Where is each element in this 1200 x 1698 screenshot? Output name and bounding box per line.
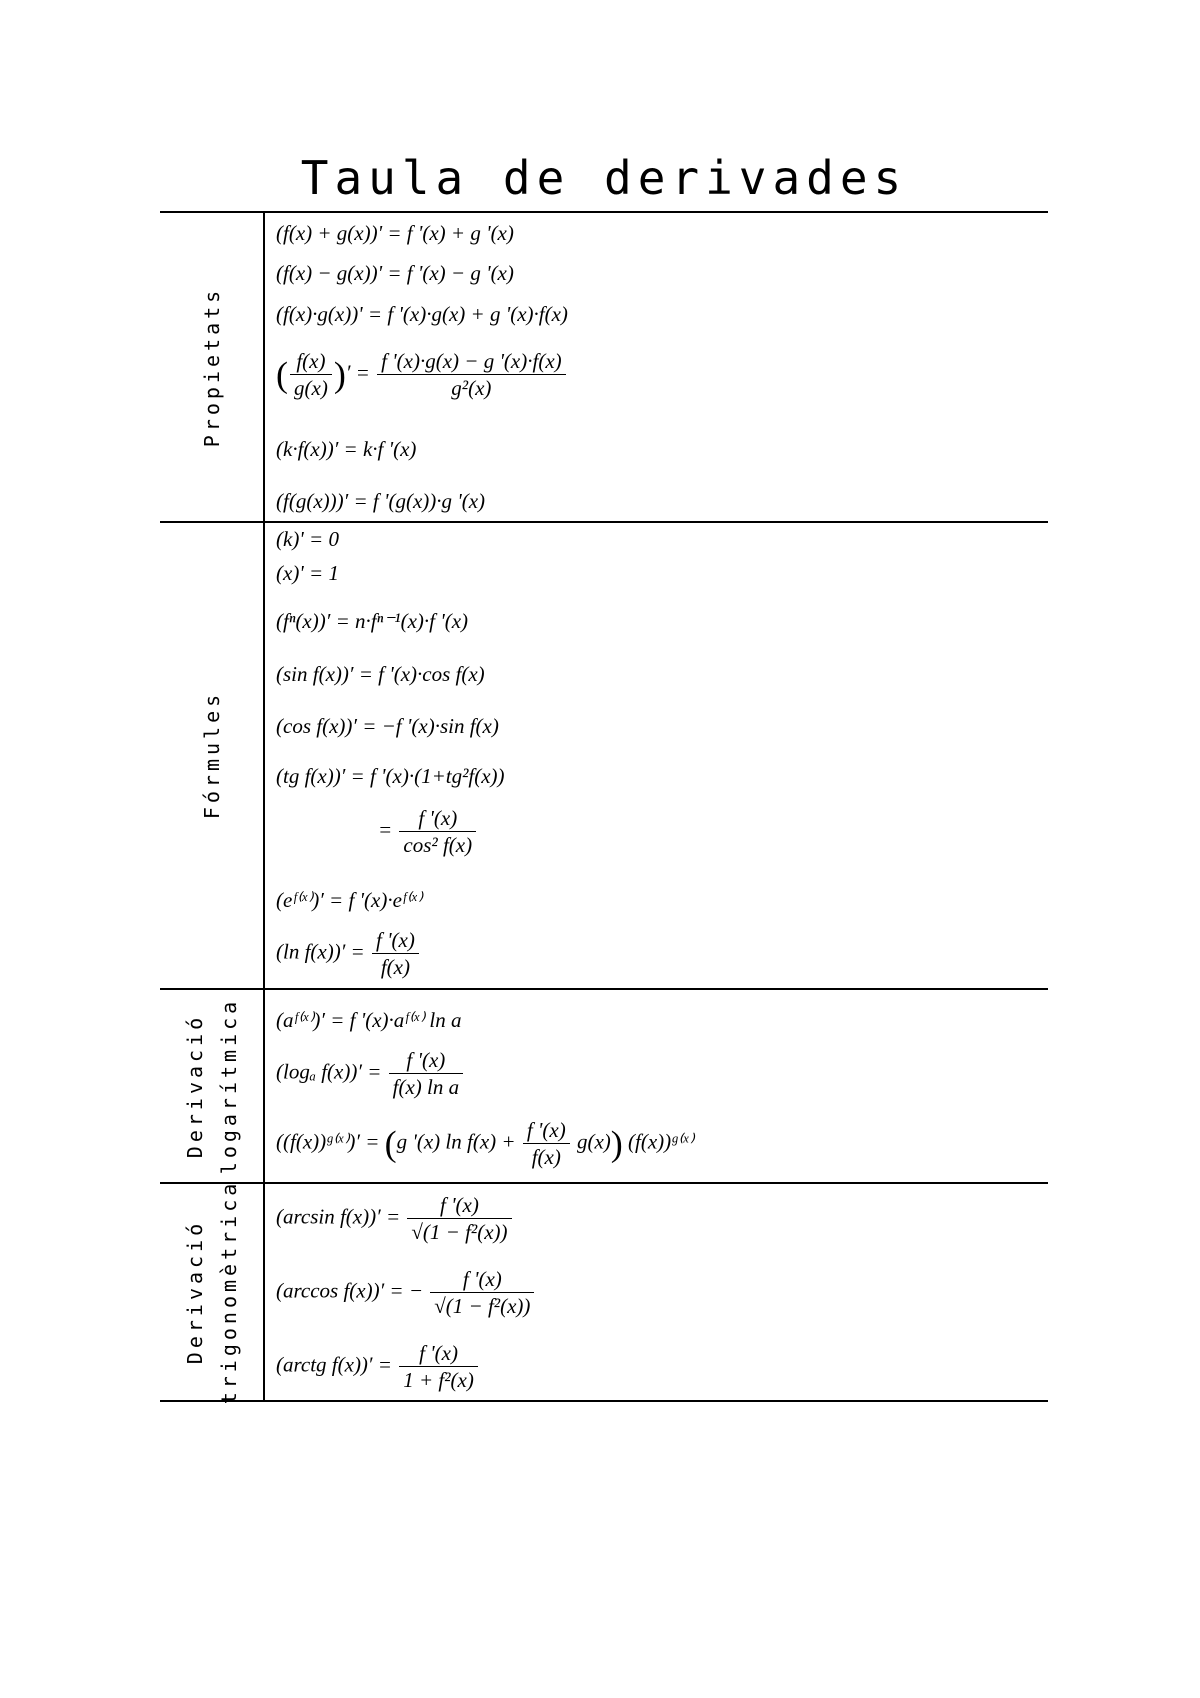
formula-exp: (eᶠ⁽ˣ⁾)′ = f '(x)·eᶠ⁽ˣ⁾ — [276, 888, 422, 912]
formula-product: (f(x)·g(x))' = f '(x)·g(x) + g '(x)·f(x) — [276, 302, 568, 326]
formula-constant: (k)' = 0 — [276, 527, 339, 551]
formula-identity: (x)' = 1 — [276, 561, 339, 585]
formula-quotient: ( $\frac{f(x)}{g(x)}$ )′ = $\frac{f '(x)\cdot g(x) - g '(x)\cdot f(x)}{\text{g²(x)}}$ — [276, 348, 568, 401]
formula-difference: (f(x) − g(x))' = f '(x) − g '(x) — [276, 261, 514, 285]
formula-cos: (cos f(x))′ = −f '(x)·sin f(x) — [276, 714, 499, 738]
formula-power-function: ((f(x))ᵍ⁽ˣ⁾)′ = (g '(x) ln f(x) + $\frac{f '(x)}{f(x)}$ g(x)) (f(x))ᵍ⁽ˣ⁾ — [276, 1118, 694, 1169]
section-label-formules: Fórmules — [200, 690, 224, 820]
page-title: Taula de derivades — [300, 151, 908, 205]
section-label-logaritmica: Derivació logarítmica — [183, 997, 241, 1174]
section-divider — [160, 1182, 1048, 1184]
formula-power: (fⁿ(x))′ = n·fⁿ⁻¹(x)·f '(x) — [276, 609, 469, 633]
formula-log-base-a: (logₐ f(x))′ = $\frac{f '(x)}{\text{f(x) ln a}}$ — [276, 1047, 465, 1100]
formula-exp-base-a: (aᶠ⁽ˣ⁾)′ = f '(x)·aᶠ⁽ˣ⁾ ln a — [276, 1008, 462, 1032]
formula-sum: (f(x) + g(x))' = f '(x) + g '(x) — [276, 221, 514, 245]
section-label-trigonometrica: Derivació trigonomètrica — [183, 1179, 241, 1404]
formula-chain-rule: (f(g(x)))′ = f '(g(x))·g '(x) — [276, 489, 486, 513]
formula-sin: (sin f(x))′ = f '(x)·cos f(x) — [276, 662, 485, 686]
section-divider — [160, 521, 1048, 523]
formula-arcsin: (arcsin f(x))′ = $\frac{f '(x)}{\text{√(1 − f²(x))}}$ — [276, 1192, 514, 1245]
formula-constant-multiple: (k·f(x))′ = k·f '(x) — [276, 437, 417, 461]
formula-arctg: (arctg f(x))′ = $\frac{f '(x)}{\text{1 + f²(x)}}$ — [276, 1340, 480, 1393]
table-top-rule — [160, 211, 1048, 213]
section-label-propietats: Propietats — [200, 286, 224, 447]
formula-tg-alt: = $\frac{f '(x)}{\text{cos² f(x)}}$ — [378, 805, 478, 858]
formula-tg: (tg f(x))′ = f '(x)·(1+tg²f(x)) — [276, 764, 505, 788]
section-divider — [160, 988, 1048, 990]
table-bottom-rule — [160, 1400, 1048, 1402]
formula-arccos: (arccos f(x))′ = − $\frac{f '(x)}{\text{√(1 − f²(x))}}$ — [276, 1266, 536, 1319]
formula-ln: (ln f(x))′ = $\frac{f '(x)}{f(x)}$ — [276, 927, 421, 980]
